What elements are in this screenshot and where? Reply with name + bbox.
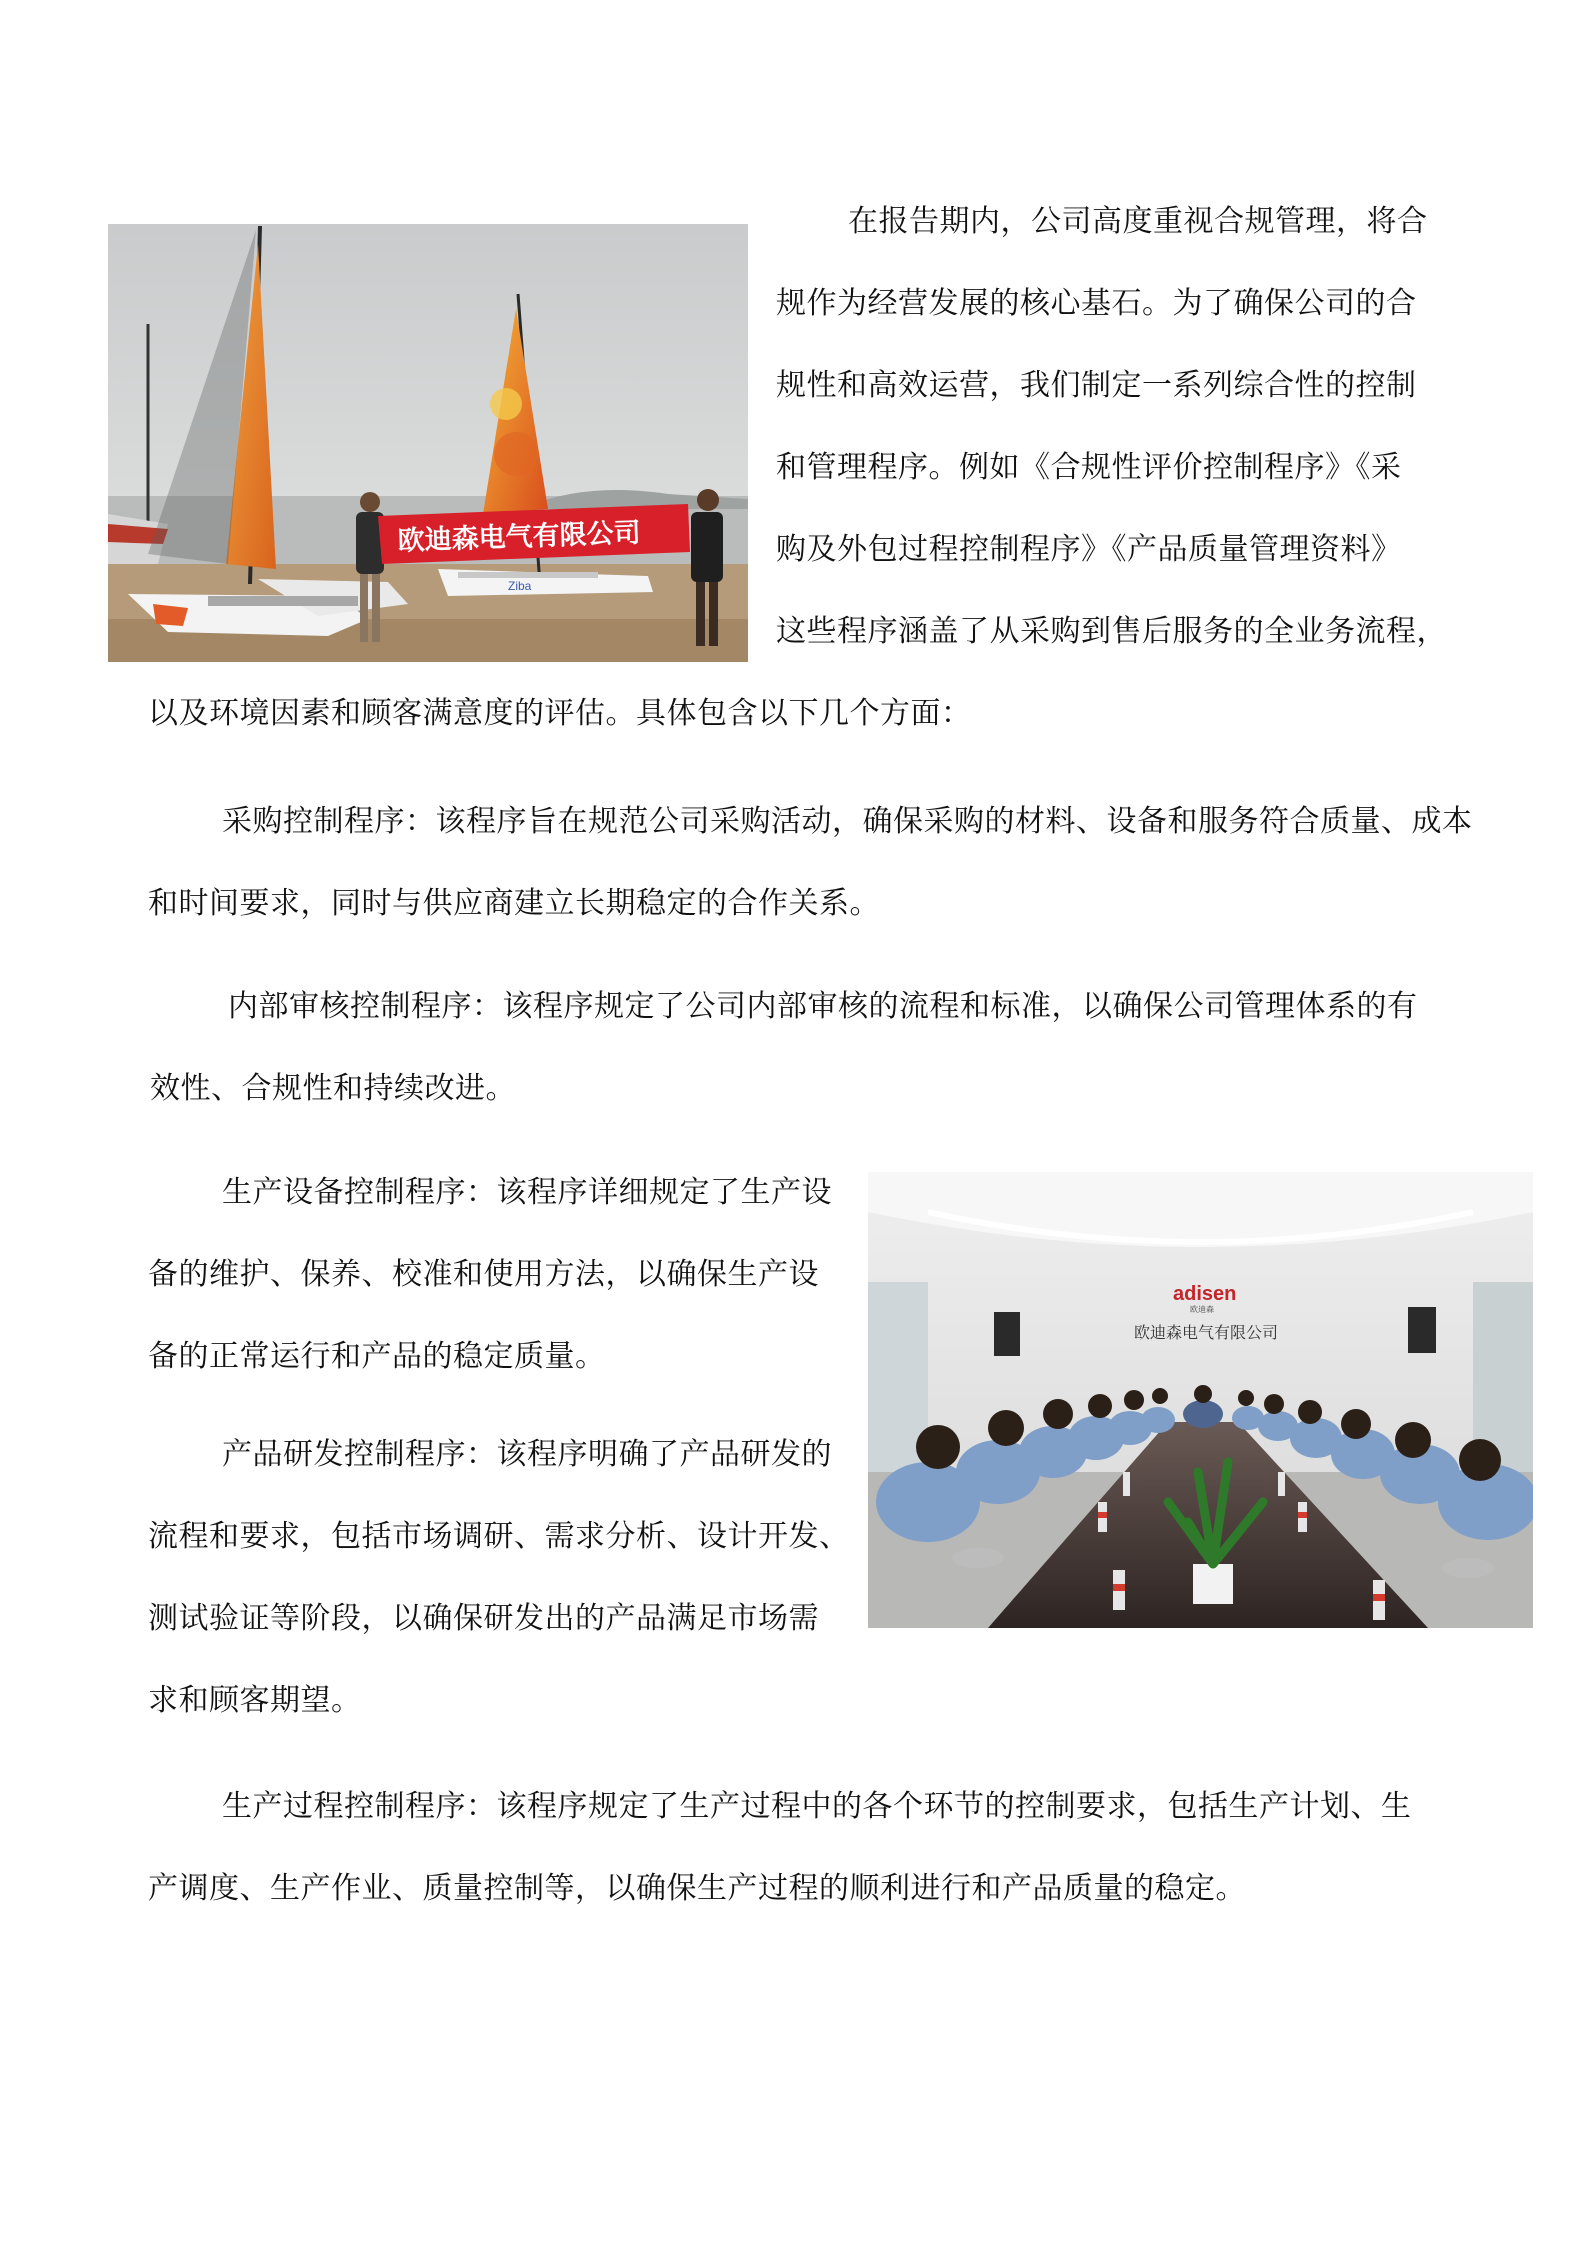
intro-line: 购及外包过程控制程序》《产品质量管理资料》 bbox=[776, 532, 1402, 567]
rnd-paragraph bbox=[148, 1414, 850, 1742]
rnd-line: 流程和要求，包括市场调研、需求分析、设计开发、 bbox=[148, 1519, 850, 1554]
production-paragraph bbox=[148, 1766, 1412, 1930]
banner-text: 欧迪森电气有限公司 bbox=[397, 517, 642, 557]
hull-text: Ziba bbox=[508, 579, 532, 593]
rnd-line: 产品研发控制程序：该程序明确了产品研发的 bbox=[222, 1437, 832, 1472]
internal-audit-line: 内部审核控制程序：该程序规定了公司内部审核的流程和标准，以确保公司管理体系的有 bbox=[228, 989, 1418, 1024]
equipment-line: 生产设备控制程序：该程序详细规定了生产设 bbox=[222, 1175, 832, 1210]
intro-line: 规性和高效运营，我们制定一系列综合性的控制 bbox=[776, 368, 1417, 403]
room-logo-text: adisen bbox=[1173, 1283, 1237, 1305]
intro-paragraph-tail bbox=[148, 673, 972, 755]
production-line: 产调度、生产作业、质量控制等，以确保生产过程的顺利进行和产品质量的稳定。 bbox=[148, 1871, 1246, 1906]
intro-line: 规作为经营发展的核心基石。为了确保公司的合 bbox=[776, 286, 1417, 321]
intro-paragraph bbox=[776, 181, 1447, 673]
internal-audit-paragraph bbox=[150, 966, 1418, 1130]
room-company-text: 欧迪森电气有限公司 bbox=[1134, 1323, 1279, 1342]
production-line: 生产过程控制程序：该程序规定了生产过程中的各个环节的控制要求，包括生产计划、生 bbox=[222, 1789, 1412, 1824]
room-logo-sub: 欧迪森 bbox=[1190, 1305, 1214, 1314]
procurement-line: 采购控制程序：该程序旨在规范公司采购活动，确保采购的材料、设备和服务符合质量、成本 bbox=[222, 804, 1473, 839]
equipment-line: 备的正常运行和产品的稳定质量。 bbox=[148, 1339, 606, 1374]
internal-audit-line: 效性、合规性和持续改进。 bbox=[150, 1071, 516, 1106]
procurement-paragraph bbox=[148, 781, 1473, 945]
equipment-paragraph bbox=[148, 1152, 832, 1398]
equipment-line: 备的维护、保养、校准和使用方法，以确保生产设 bbox=[148, 1257, 819, 1292]
intro-line: 这些程序涵盖了从采购到售后服务的全业务流程， bbox=[776, 614, 1447, 649]
meeting-photo bbox=[868, 1172, 1533, 1628]
procurement-line: 和时间要求，同时与供应商建立长期稳定的合作关系。 bbox=[148, 886, 880, 921]
rnd-line: 测试验证等阶段，以确保研发出的产品满足市场需 bbox=[148, 1601, 819, 1636]
intro-line: 和管理程序。例如《合规性评价控制程序》《采 bbox=[776, 450, 1402, 485]
rnd-line: 求和顾客期望。 bbox=[148, 1683, 362, 1718]
intro-line: 在报告期内，公司高度重视合规管理，将合 bbox=[848, 204, 1428, 239]
intro-line: 以及环境因素和顾客满意度的评估。具体包含以下几个方面： bbox=[148, 696, 972, 731]
sailing-photo bbox=[108, 224, 748, 662]
